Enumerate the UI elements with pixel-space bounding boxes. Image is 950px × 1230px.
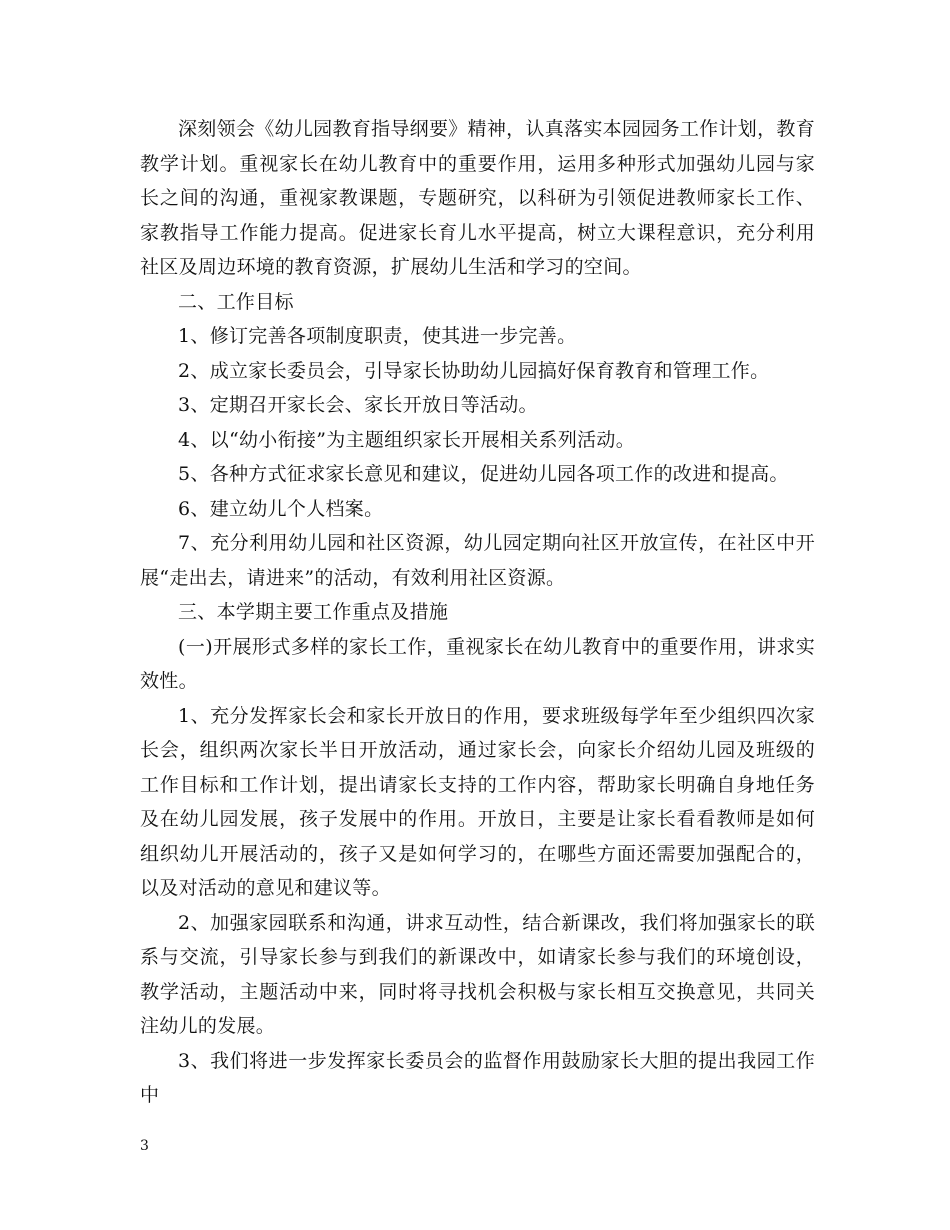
subsection-heading-1: (一)开展形式多样的家长工作，重视家长在幼儿教育中的重要作用，讲求实效性。: [140, 635, 815, 692]
measure-item-2: 2、加强家园联系和沟通，讲求互动性，结合新课改，我们将加强家长的联系与交流，引导家长参与到我们的新课改中，如请家长参与我们的环境创设，教学活动，主题活动中来，同时将寻找机会积极与家长相互交换意见，共同关注幼儿的发展。: [140, 911, 815, 1037]
goal-item-6: 6、建立幼儿个人档案。: [178, 497, 384, 520]
goal-item-4: 4、以“幼小衔接”为主题组织家长开展相关系列活动。: [178, 428, 636, 451]
goal-item-7: 7、充分利用幼儿园和社区资源，幼儿园定期向社区开放宣传，在社区中开展“走出去，请进来”的活动，有效利用社区资源。: [140, 532, 815, 589]
goal-item-3: 3、定期召开家长会、家长开放日等活动。: [178, 394, 538, 416]
measure-item-1: 1、充分发挥家长会和家长开放日的作用，要求班级每学年至少组织四次家长会，组织两次家长半日开放活动，通过家长会，向家长介绍幼儿园及班级的工作目标和工作计划，提出请家长支持的工作内容，帮助家长明确自身地任务及在幼儿园发展，孩子发展中的作用。开放日，主要是让家长看看教师是如何组织幼儿开展活动的，孩子又是如何学习的，在哪些方面还需要加强配合的，以及对活动的意见和建议等。: [140, 704, 815, 899]
page-number: 3: [140, 1138, 149, 1154]
intro-paragraph: 深刻领会《幼儿园教育指导纲要》精神，认真落实本园园务工作计划，教育教学计划。重视家长在幼儿教育中的重要作用，运用多种形式加强幼儿园与家长之间的沟通，重视家教课题，专题研究，以科研为引领促进教师家长工作、家教指导工作能力提高。促进家长育儿水平提高，树立大课程意识，充分利用社区及周边环境的教育资源，扩展幼儿生活和学习的空间。: [140, 118, 815, 278]
section-heading-work-goals: 二、工作目标: [178, 290, 294, 313]
goal-item-2: 2、成立家长委员会，引导家长协助幼儿园搞好保育教育和管理工作。: [178, 359, 770, 382]
section-heading-key-work: 三、本学期主要工作重点及措施: [178, 601, 449, 623]
document-body: [140, 112, 815, 1113]
goal-item-1: 1、修订完善各项制度职责，使其进一步完善。: [178, 325, 577, 347]
measure-item-3: 3、我们将进一步发挥家长委员会的监督作用鼓励家长大胆的提出我园工作中: [140, 1049, 815, 1106]
goal-item-5: 5、各种方式征求家长意见和建议，促进幼儿园各项工作的改进和提高。: [178, 463, 789, 485]
